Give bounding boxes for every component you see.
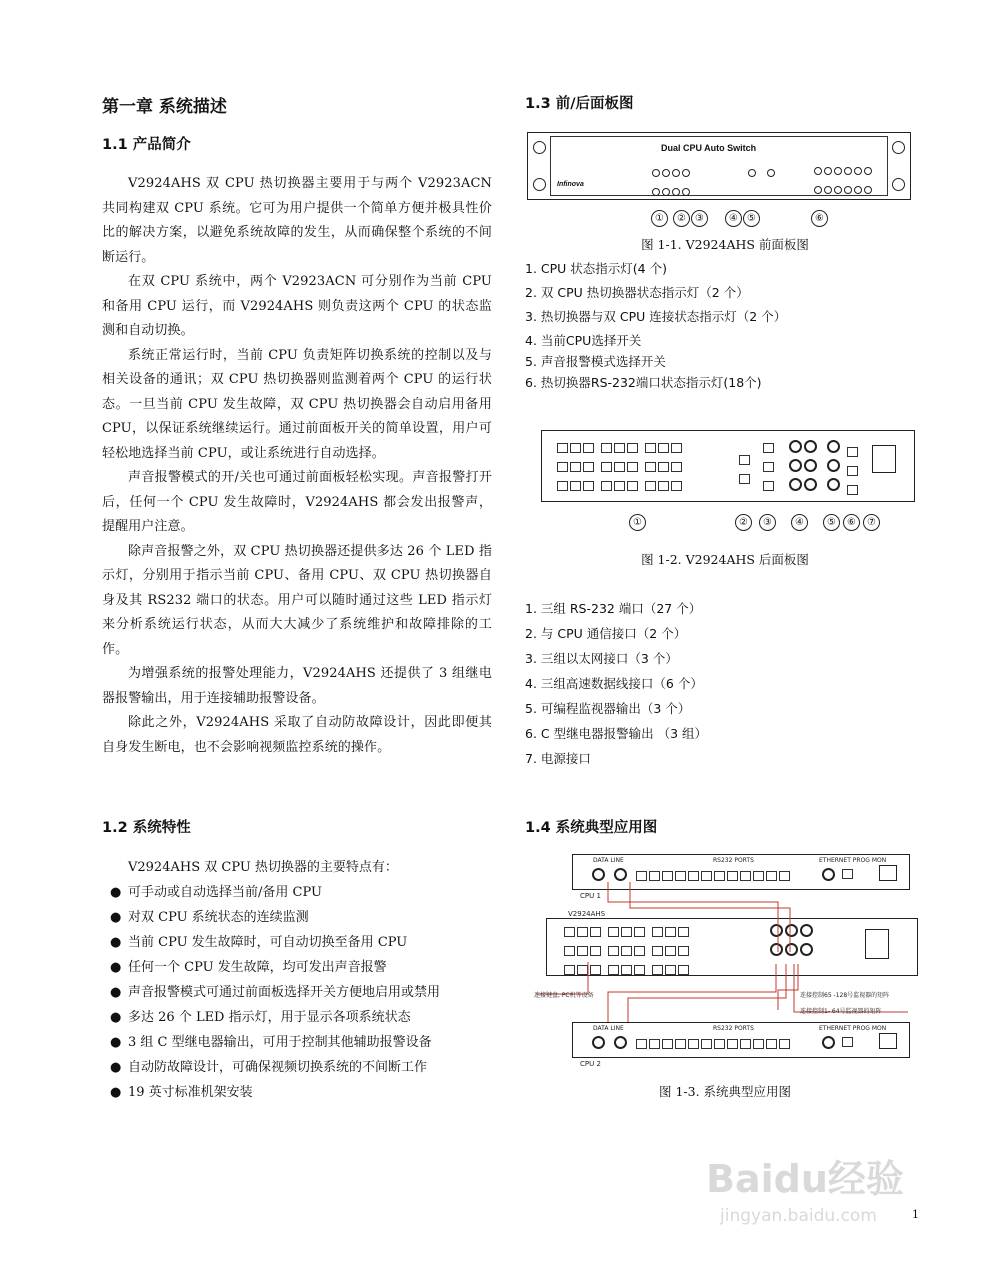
list-item: 5. 声音报警模式选择开关 — [525, 354, 666, 369]
port-icon — [671, 443, 682, 453]
led-icon — [864, 186, 872, 194]
bnc-icon — [592, 1036, 605, 1049]
relay-outputs — [846, 443, 862, 500]
device-label: V2924AHS — [568, 910, 606, 918]
marker-1: ① — [629, 514, 646, 531]
section-1-1-body — [102, 172, 492, 760]
ethernet-label: ETHERNET PROG MON — [819, 1025, 887, 1032]
port-icon — [645, 462, 656, 472]
marker-5: ⑤ — [743, 210, 760, 227]
rack-hole-icon — [533, 178, 546, 191]
relay-icon — [847, 485, 858, 495]
port-icon — [662, 1039, 673, 1049]
port-icon — [688, 1039, 699, 1049]
bnc-icon — [804, 440, 817, 453]
port-icon — [627, 462, 638, 472]
led-icon — [814, 186, 822, 194]
page-number: 1 — [912, 1208, 919, 1221]
cpu-comm-ports — [738, 451, 752, 489]
port-icon — [701, 1039, 712, 1049]
marker-2: ② — [735, 514, 752, 531]
data-line-label: DATA LINE — [593, 857, 624, 864]
figure-1-2-caption: 图 1-2. V2924AHS 后面板图 — [641, 552, 809, 567]
rs232-ports-label: RS232 PORTS — [713, 857, 754, 864]
data-line-ports — [788, 439, 822, 496]
port-icon — [614, 462, 625, 472]
bullet-icon: ● — [110, 1060, 122, 1075]
led-icon — [824, 167, 832, 175]
bnc-icon — [827, 459, 840, 472]
list-item: 7. 电源接口 — [525, 751, 591, 766]
led-icon — [672, 188, 680, 196]
note-right-2: 连接控制1- 64号监视器的矩阵 — [800, 1008, 882, 1015]
port-icon — [763, 481, 774, 491]
bullet-icon: ● — [110, 985, 122, 1000]
paragraph: V2924AHS 双 CPU 热切换器主要用于与两个 V2923ACN 共同构建双 CPU 系统。它可为用户提供一个简单方便并极具性价比的解决方案，以避免系统故障的发生，从而确保整个系统的不间断运行。 — [102, 176, 492, 265]
led-icon — [824, 186, 832, 194]
relay-icon — [847, 447, 858, 457]
bullet-icon: ● — [110, 910, 122, 925]
port-icon — [675, 1039, 686, 1049]
device-title: Dual CPU Auto Switch — [661, 143, 757, 153]
ethernet-ports — [762, 439, 776, 496]
cpu1-label: CPU 1 — [580, 892, 601, 900]
section-1-2 — [102, 816, 492, 1105]
rs232-status-leds — [813, 161, 887, 199]
marker-3: ③ — [759, 514, 776, 531]
rear-panel-figure — [541, 430, 917, 536]
marker-7: ⑦ — [863, 514, 880, 531]
section-1-1-title: 1.1 产品简介 — [102, 137, 191, 153]
cable-line — [608, 882, 778, 952]
cable-line — [778, 964, 798, 1010]
port-icon — [753, 1039, 764, 1049]
bullet-icon: ● — [110, 960, 122, 975]
port-icon — [763, 443, 774, 453]
port-icon — [739, 474, 750, 484]
list-item: 6. 热切换器RS-232端口状态指示灯(18个) — [525, 375, 762, 390]
cpu2-label: CPU 2 — [580, 1060, 601, 1068]
list-item: ● 声音报警模式可通过前面板选择开关方便地启用或禁用 — [102, 980, 492, 1005]
led-icon — [864, 167, 872, 175]
list-item: ● 任何一个 CPU 发生故障，均可发出声音报警 — [102, 955, 492, 980]
port-icon — [570, 481, 581, 491]
front-panel-figure — [527, 132, 912, 224]
cpu2-unit — [572, 1022, 910, 1058]
watermark-logo: Baidu经验 — [706, 1157, 904, 1201]
cable-line — [794, 964, 908, 1012]
rack-hole-icon — [533, 141, 546, 154]
led-icon — [854, 167, 862, 175]
port-icon — [614, 443, 625, 453]
port-icon — [583, 443, 594, 453]
port-icon — [636, 1039, 647, 1049]
features-intro: V2924AHS 双 CPU 热切换器的主要特点有： — [128, 860, 398, 875]
list-item: 3. 热切换器与双 CPU 连接状态指示灯（2 个） — [525, 309, 787, 324]
led-icon — [844, 186, 852, 194]
led-icon — [652, 169, 660, 177]
marker-4: ④ — [725, 210, 742, 227]
marker-3: ③ — [691, 210, 708, 227]
list-item: ● 自动防故障设计，可确保视频切换系统的不间断工作 — [102, 1055, 492, 1080]
port-icon — [671, 481, 682, 491]
port-icon — [658, 443, 669, 453]
port-icon — [714, 1039, 725, 1049]
paragraph: 系统正常运行时，当前 CPU 负责矩阵切换系统的控制以及与相关设备的通讯；双 CPU 热切换器则监测着两个 CPU 的运行状态。一旦当前 CPU 发生故障，双 CPU 热切换器会自动启用备用 CPU，以保证系统继续运行。通过前面板开关的简单设置，用户可轻松地选择当前 CPU，或让系统进行自动选择。 — [102, 347, 492, 461]
bullet-icon: ● — [110, 1035, 122, 1050]
switch-icon — [767, 169, 775, 177]
marker-4: ④ — [791, 514, 808, 531]
list-item: ● 可手动或自动选择当前/备用 CPU — [102, 880, 492, 905]
list-item: ● 3 组 C 型继电器输出，可用于控制其他辅助报警设备 — [102, 1030, 492, 1055]
paragraph: 除此之外，V2924AHS 采取了自动防故障设计，因此即便其自身发生断电，也不会影响视频监控系统的操作。 — [102, 715, 492, 755]
list-item: 4. 当前CPU选择开关 — [525, 333, 642, 348]
led-icon — [682, 169, 690, 177]
cable-line — [608, 964, 776, 1030]
port-icon — [658, 481, 669, 491]
port-icon — [727, 1039, 738, 1049]
port-icon — [601, 481, 612, 491]
bnc-icon — [789, 459, 802, 472]
port-icon — [627, 443, 638, 453]
bnc-icon — [827, 440, 840, 453]
application-diagram — [528, 852, 920, 1074]
led-icon — [854, 186, 862, 194]
data-line-label: DATA LINE — [593, 1025, 624, 1032]
port-icon — [645, 443, 656, 453]
relay-icon — [847, 466, 858, 476]
section-1-2-title: 1.2 系统特性 — [102, 820, 191, 836]
port-icon — [740, 1039, 751, 1049]
led-icon — [662, 169, 670, 177]
bnc-icon — [789, 478, 802, 491]
led-icon — [834, 167, 842, 175]
bullet-icon: ● — [110, 1085, 122, 1100]
bnc-icon — [789, 440, 802, 453]
rack-hole-icon — [892, 141, 905, 154]
list-item: 6. C 型继电器报警输出 （3 组） — [525, 726, 708, 741]
bnc-icon — [804, 478, 817, 491]
list-item: ● 当前 CPU 发生故障时，可自动切换至备用 CPU — [102, 930, 492, 955]
bullet-icon: ● — [110, 1010, 122, 1025]
port-icon — [614, 481, 625, 491]
watermark-url: jingyan.baidu.com — [720, 1206, 877, 1226]
port-icon — [658, 462, 669, 472]
list-item: 2. 双 CPU 热切换器状态指示灯（2 个） — [525, 285, 749, 300]
paragraph: 在双 CPU 系统中，两个 V2923ACN 可分别作为当前 CPU 和备用 CPU 运行，而 V2924AHS 则负责这两个 CPU 的状态监测和自动切换。 — [102, 274, 492, 338]
port-icon — [842, 1037, 853, 1047]
front-panel-face — [550, 136, 888, 196]
port-icon — [570, 462, 581, 472]
list-item: 1. CPU 状态指示灯(4 个) — [525, 261, 667, 276]
figure-1-3-caption: 图 1-3. 系统典型应用图 — [658, 1084, 792, 1099]
marker-1: ① — [651, 210, 668, 227]
list-item: 2. 与 CPU 通信接口（2 个） — [525, 626, 687, 641]
rs232-port-group — [556, 439, 756, 496]
ethernet-label: ETHERNET PROG MON — [819, 857, 887, 864]
rack-hole-icon — [892, 178, 905, 191]
section-1-3-title: 1.3 前/后面板图 — [525, 96, 634, 112]
switch-icon — [748, 169, 756, 177]
select-switches[interactable] — [747, 163, 776, 182]
port-icon — [557, 443, 568, 453]
list-item: ● 多达 26 个 LED 指示灯，用于显示各项系统状态 — [102, 1005, 492, 1030]
rs232-ports-label: RS232 PORTS — [713, 1025, 754, 1032]
front-panel — [527, 132, 911, 200]
chapter-title: 第一章 系统描述 — [102, 97, 227, 117]
marker-6: ⑥ — [811, 210, 828, 227]
port-icon — [739, 455, 750, 465]
port-icon — [649, 1039, 660, 1049]
rs232-ports — [635, 1035, 845, 1054]
port-icon — [779, 1039, 790, 1049]
list-item: 5. 可编程监视器输出（3 个） — [525, 701, 691, 716]
port-icon — [645, 481, 656, 491]
port-icon — [583, 481, 594, 491]
port-icon — [601, 443, 612, 453]
port-icon — [763, 462, 774, 472]
port-icon — [766, 1039, 777, 1049]
led-icon — [814, 167, 822, 175]
rear-panel — [541, 430, 915, 502]
brand-logo: Infinova — [557, 181, 584, 188]
list-item: 3. 三组以太网接口（3 个） — [525, 651, 678, 666]
bnc-icon — [614, 1036, 627, 1049]
list-item: ● 对双 CPU 系统状态的连续监测 — [102, 905, 492, 930]
port-icon — [601, 462, 612, 472]
left-column — [102, 86, 492, 760]
port-icon — [583, 462, 594, 472]
list-item: ● 19 英寸标准机架安装 — [102, 1080, 492, 1105]
marker-5: ⑤ — [823, 514, 840, 531]
cpu-status-leds — [651, 163, 731, 201]
figure-1-1-caption: 图 1-1. V2924AHS 前面板图 — [641, 237, 809, 252]
marker-2: ② — [673, 210, 690, 227]
paragraph: 除声音报警之外，双 CPU 热切换器还提供多达 26 个 LED 指示灯，分别用于指示当前 CPU、备用 CPU、双 CPU 热切换器自身及其 RS232 端口的状态。用户可以随时通过这些 LED 指示灯来分析系统运行状态，从而大大减少了系统维护和故障排除的工作。 — [102, 543, 492, 657]
note-left: 连接键盘, PC机等设备 — [534, 992, 594, 999]
list-item: 1. 三组 RS-232 端口（27 个） — [525, 601, 702, 616]
bnc-icon — [827, 478, 840, 491]
features-list — [102, 880, 492, 1105]
bnc-icon — [804, 459, 817, 472]
bnc-icon — [822, 1036, 835, 1049]
bullet-icon: ● — [110, 935, 122, 950]
cable-line — [630, 882, 790, 952]
list-item: 4. 三组高速数据线接口（6 个） — [525, 676, 703, 691]
power-socket-icon — [872, 445, 896, 473]
note-right-1: 连接控制65 -128号监视器的矩阵 — [800, 992, 890, 999]
led-icon — [652, 188, 660, 196]
led-icon — [834, 186, 842, 194]
marker-6: ⑥ — [843, 514, 860, 531]
bullet-icon: ● — [110, 885, 122, 900]
section-1-4-title: 1.4 系统典型应用图 — [525, 820, 658, 836]
port-icon — [557, 462, 568, 472]
rear-panel-items — [525, 596, 925, 771]
monitor-outputs — [826, 439, 842, 496]
cable-line — [628, 964, 786, 1030]
led-icon — [682, 188, 690, 196]
port-icon — [570, 443, 581, 453]
paragraph: 声音报警模式的开/关也可通过前面板轻松实现。声音报警打开后，任何一个 CPU 发生故障时，V2924AHS 都会发出报警声，提醒用户注意。 — [102, 470, 492, 534]
port-icon — [627, 481, 638, 491]
port-icon — [671, 462, 682, 472]
led-icon — [672, 169, 680, 177]
power-socket-icon — [879, 1033, 897, 1049]
front-panel-items — [525, 257, 925, 394]
led-icon — [662, 188, 670, 196]
paragraph: 为增强系统的报警处理能力，V2924AHS 还提供了 3 组继电器报警输出，用于连接辅助报警设备。 — [102, 666, 492, 706]
port-icon — [557, 481, 568, 491]
led-icon — [844, 167, 852, 175]
